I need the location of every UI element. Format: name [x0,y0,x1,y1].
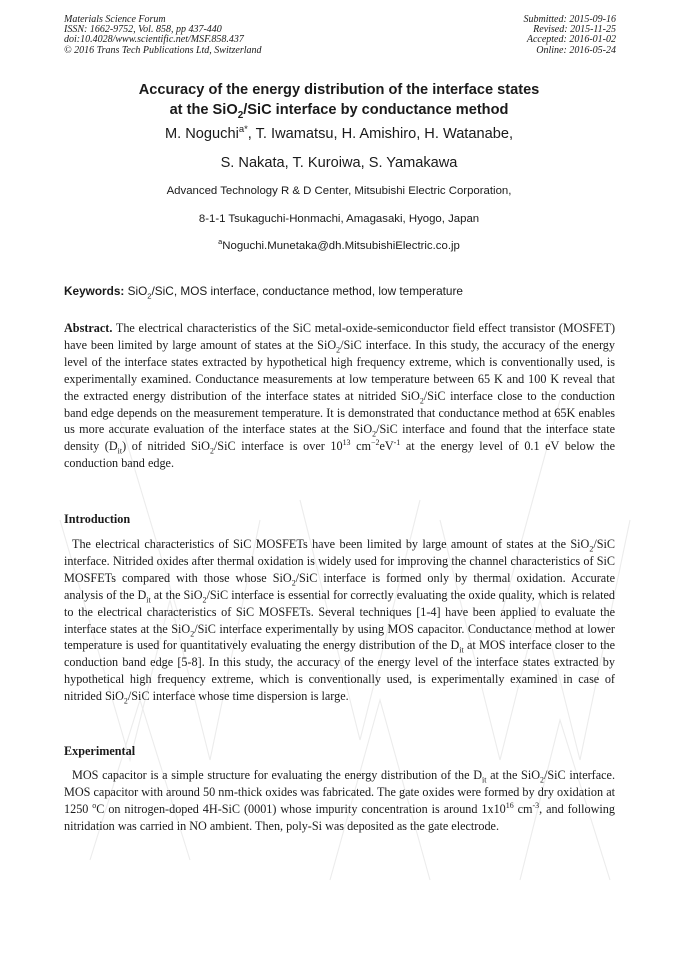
authors-line-2: S. Nakata, T. Kuroiwa, S. Yamakawa [220,155,458,171]
online-date: Online: 2016-05-24 [536,44,616,56]
revised-date: Revised: 2015-11-25 [533,24,616,36]
introduction-heading: Introduction [64,512,131,526]
journal-name: Materials Science Forum [64,14,166,25]
affiliation-line-1: Advanced Technology R & D Center, Mitsubishi Electric Corporation, [166,185,512,197]
dates-info [524,15,617,56]
submitted-date: Submitted: 2015-09-16 [523,14,616,25]
accepted-date: Accepted: 2016-01-02 [526,34,616,46]
author-email: $^a$Noguchi.Munetaka@dh.MitsubishiElectric.co.jp [218,237,460,252]
authors-line-1: M. Noguchi$^{a*}$, T. Iwamatsu, H. Amishiro, H. Watanabe, [165,124,513,142]
copyright: © 2016 Trans Tech Publications Ltd, Switzerland [64,44,262,56]
keywords-label: Keywords: [64,284,125,298]
doi: doi:10.4028/www.scientific.net/MSF.858.437 [64,34,244,46]
issn: ISSN: 1662-9752, Vol. 858, pp 437-440 [64,24,222,36]
experimental-heading: Experimental [64,744,136,758]
title-line-2: at the SiO$_2$/SiC interface by conductance method [169,101,509,121]
introduction-text: The electrical characteristics of SiC MOSFETs have been limited by large amount of states at the SiO$_2$/SiC interface. Nitrided oxides after thermal oxidation is widely used for improving the channel characteristics of SiC MOSFETs compared with those whose SiO$_2$/SiC interface is formed only by thermal oxidation. Accurate analysis of the $D_{it}$ at the SiO$_2$/SiC interface is essential for correctly evaluating the oxide quality, which is related to the electrical characteristics of SiC MOSFETs. Several techniques [1-4] have been applied to evaluate the interface states at the SiO$_2$/SiC interface experimentally by using MOS capacitor. Conductance method at lower temperature is used for quantitatively evaluating the energy distribution of the $D_{it}$ at MOS interface closer to the conduction band edge [5-8]. In this study, the accuracy of the energy level of the interface states extracted by hypothetical high frequency extreme, which is conventionally used, is experimentally examined in case of nitrided SiO$_2$/SiC interface whose time dispersion is large. [64,537,616,706]
journal-info [64,15,262,56]
abstract-label: Abstract. [64,321,113,335]
paper-title [64,81,614,120]
abstract: Abstract. The electrical characteristics of the SiC metal-oxide-semiconductor field effect transistor (MOSFET) have been limited by large amount of states at the SiO$_2$/SiC interface. In this study, the accuracy of the energy level of the interface states extracted by hypothetical high frequency extreme, which is conventionally used, is experimentally examined. Conductance measurements at low temperature between 65 K and 100 K reveal that the extracted energy distribution of the interface states at nitrided SiO$_2$/SiC interface close to the conduction band edge depends on the measurement temperature. It is demonstrated that conductance method at 65K enables us more accurate evaluation of the interface states at the SiO$_2$/SiC interface and found that the interface state density $(D_{it})$ of nitrided SiO$_2$/SiC interface is over $10^{13}$ $cm^{-2}eV^{-1}$ at the energy level of 0.1 eV below the conduction band edge. [64,321,616,471]
affiliation-line-2: 8-1-1 Tsukaguchi-Honmachi, Amagasaki, Hyogo, Japan [198,213,480,225]
keywords: Keywords: SiO$_2$/SiC, MOS interface, conductance method, low temperature [64,284,463,301]
title-line-1: Accuracy of the energy distribution of the interface states [138,82,540,98]
experimental-text: MOS capacitor is a simple structure for evaluating the energy distribution of the $D_{it}$ at the SiO$_2$/SiC interface. MOS capacitor with around 50 nm-thick oxides was fabricated. The gate oxides were formed by dry oxidation at 1250 $^o$C on nitrogen-doped 4H-SiC (0001) whose impurity concentration is around $1x10^{16}$ $cm^{-3}$, and following nitridation was carried in NO ambient. Then, poly-Si was deposited as the gate electrode. [64,768,615,833]
